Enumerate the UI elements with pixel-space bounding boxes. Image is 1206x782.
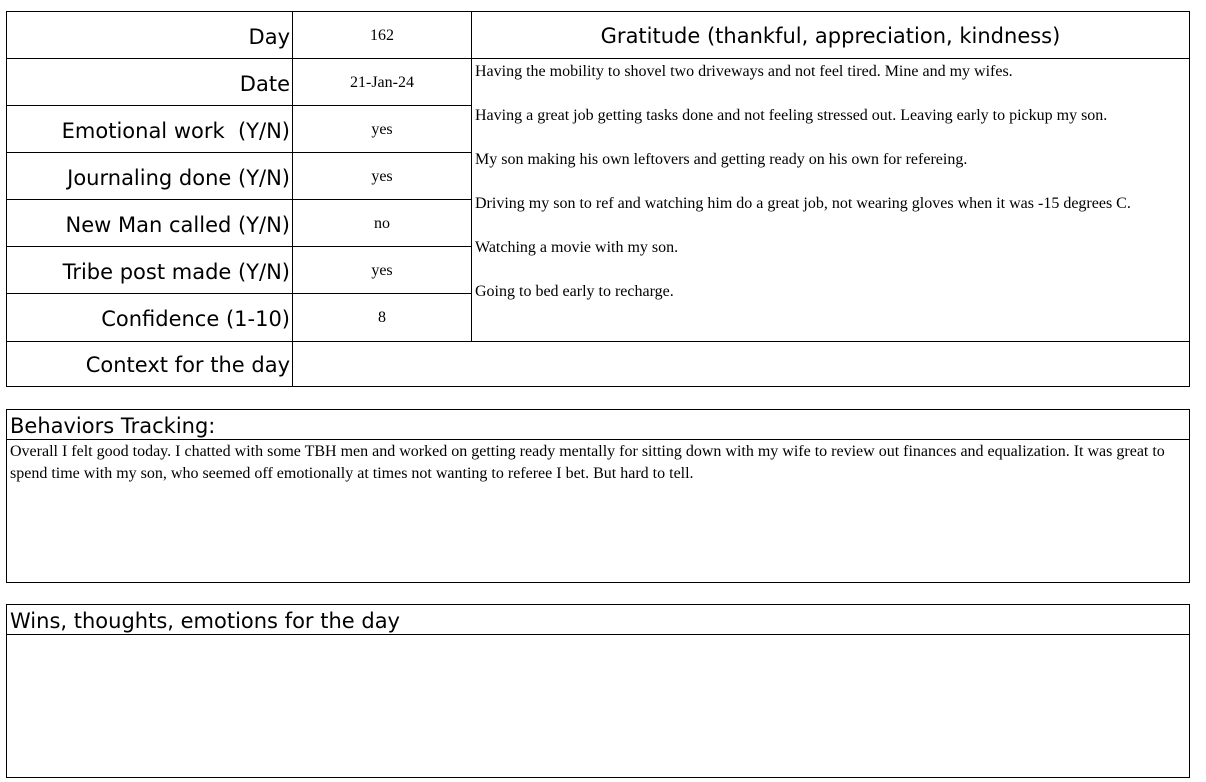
tribe-post-label: Tribe post made (Y/N) xyxy=(7,247,293,293)
tribe-post-value[interactable]: yes xyxy=(293,247,472,293)
confidence-value[interactable]: 8 xyxy=(293,294,472,341)
row-context xyxy=(7,341,1189,386)
gratitude-heading: Gratitude (thankful, appreciation, kindness) xyxy=(472,12,1189,59)
row-journaling xyxy=(7,153,472,200)
row-new-man-called xyxy=(7,200,472,247)
new-man-called-value[interactable]: no xyxy=(293,200,472,246)
gratitude-item: Going to bed early to recharge. xyxy=(475,283,674,300)
wins-text[interactable] xyxy=(7,635,1189,636)
gratitude-item: My son making his own leftovers and getting ready on his own for refereing. xyxy=(475,151,968,168)
gratitude-item: Watching a movie with my son. xyxy=(475,239,679,256)
context-label: Context for the day xyxy=(7,342,293,387)
journaling-label: Journaling done (Y/N) xyxy=(7,153,293,199)
day-label: Day xyxy=(7,12,293,58)
emotional-work-value[interactable]: yes xyxy=(293,106,472,152)
emotional-work-label: Emotional work (Y/N) xyxy=(7,106,293,152)
row-emotional-work xyxy=(7,106,472,153)
new-man-called-label: New Man called (Y/N) xyxy=(7,200,293,246)
row-tribe-post xyxy=(7,247,472,294)
day-value[interactable]: 162 xyxy=(293,12,472,58)
confidence-label: Confidence (1-10) xyxy=(7,294,293,341)
behaviors-heading: Behaviors Tracking: xyxy=(7,410,1189,440)
gratitude-list[interactable] xyxy=(472,59,1189,341)
row-confidence xyxy=(7,294,472,341)
row-date xyxy=(7,59,472,106)
wins-heading: Wins, thoughts, emotions for the day xyxy=(7,605,1189,635)
context-value[interactable] xyxy=(294,342,1187,387)
wins-section xyxy=(6,604,1190,778)
behaviors-text[interactable]: Overall I felt good today. I chatted with some TBH men and worked on getting ready mentally for sitting down with my wife to review out finances and equalization. It was great to spend time with my son, who seemed off emotionally at times not wanting to referee I bet. But hard to tell. xyxy=(10,443,1165,482)
date-value[interactable]: 21-Jan-24 xyxy=(293,59,472,105)
date-label: Date xyxy=(7,59,293,105)
gratitude-item: Having the mobility to shovel two driveways and not feel tired. Mine and my wifes. xyxy=(475,63,1013,80)
gratitude-item: Having a great job getting tasks done and not feeling stressed out. Leaving early to pickup my son. xyxy=(475,107,1108,124)
row-day xyxy=(7,12,472,59)
daily-tracker-table xyxy=(6,11,1190,387)
gratitude-item: Driving my son to ref and watching him do a great job, not wearing gloves when it was -15 degrees C. xyxy=(475,195,1131,212)
behaviors-tracking-section xyxy=(6,409,1190,583)
journaling-value[interactable]: yes xyxy=(293,153,472,199)
